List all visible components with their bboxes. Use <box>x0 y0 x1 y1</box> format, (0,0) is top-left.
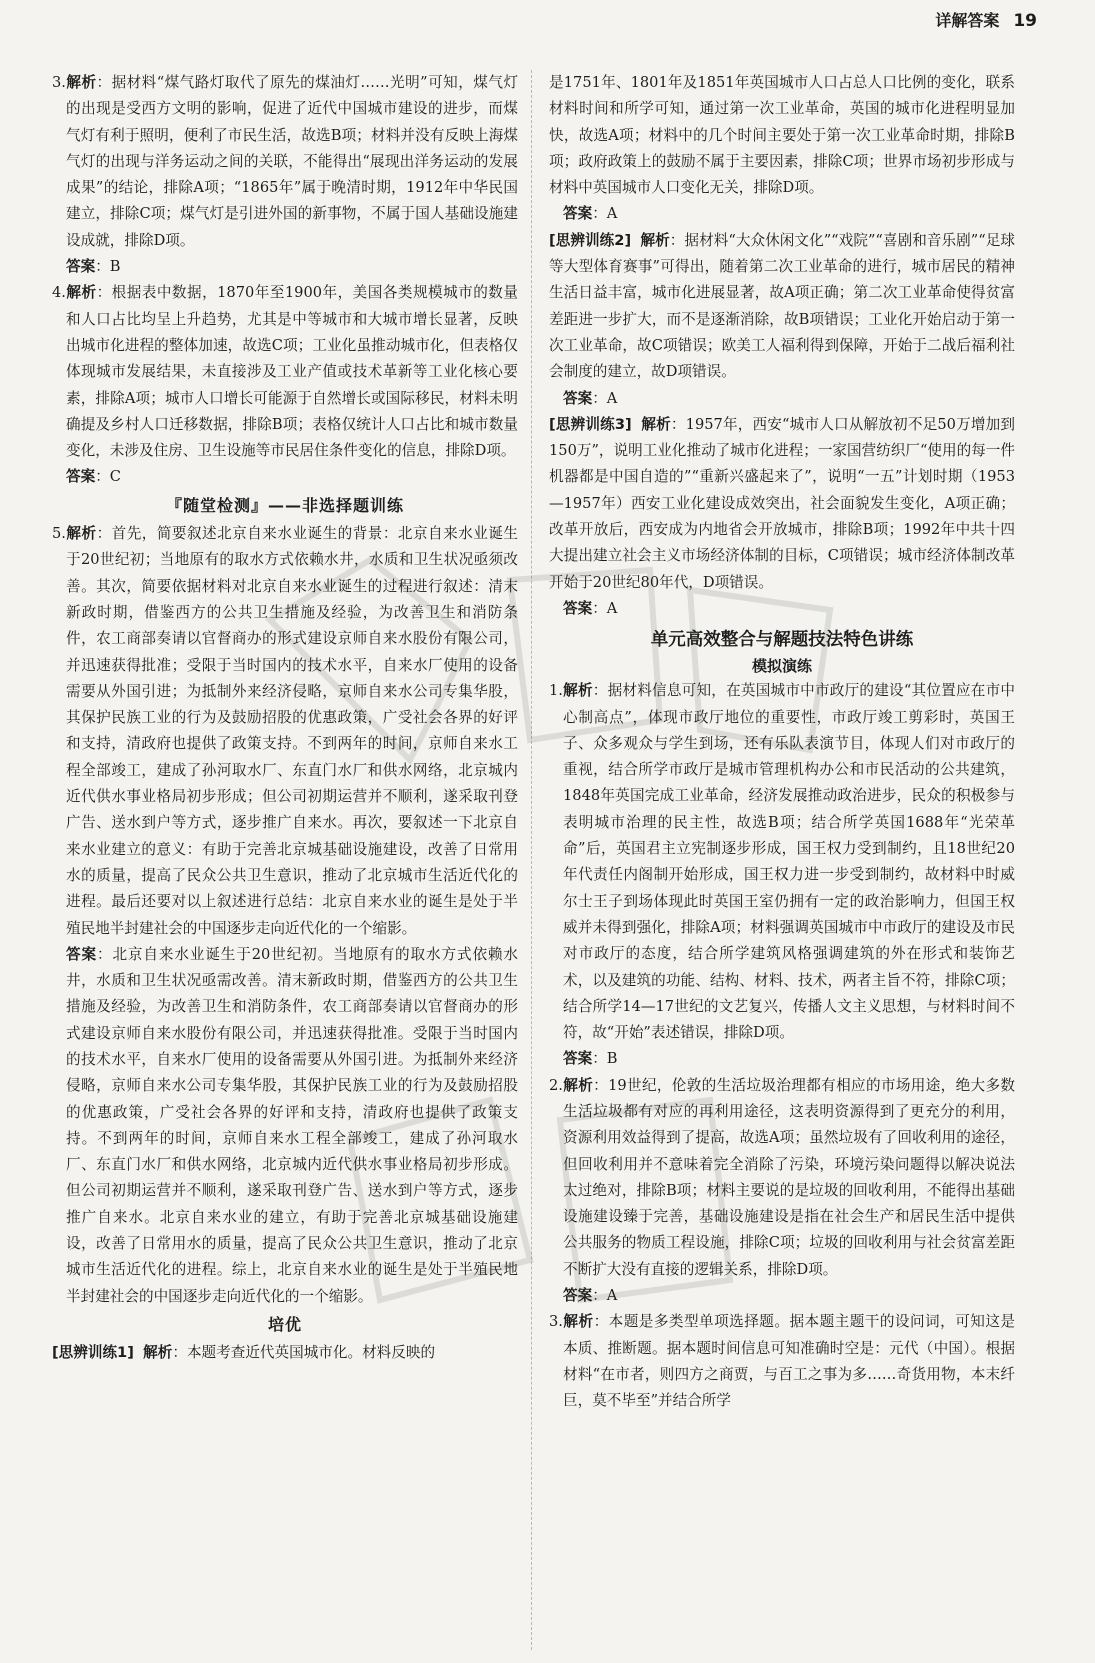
section-title-practice: 『随堂检测』——非选择题训练 <box>165 495 404 515</box>
training-1-analysis: [思辨训练1] 解析：本题考查近代英国城市化。材料反映的 <box>52 1344 436 1362</box>
training-1-answer: 答案：A <box>563 205 618 223</box>
training-1-continued: 是1751年、1801年及1851年英国城市人口占总人口比例的变化，联系材料时间和所学可知，通过第一次工业革命，英国的城市化进程明显加快，故选A项；材料中的几个时间主要处于第一次工业革命时期，排除B项；政府政策上的鼓励不属于主要因素，排除C项；世界市场初步形成与材料中英国城市人口变化无关，排除D项。 <box>549 74 1015 197</box>
question-3-answer: 答案：B <box>66 258 121 276</box>
mock-3-analysis: 3.解析：本题是多类型单项选择题。据本题主题干的设问词，可知这是本质、推断题。据本题时间信息可知准确时空是：元代（中国）。根据材料“在市者，则四方之商贾，与百工之事为多……奇货用物，本末纤巨，莫不毕至”并结合所学 <box>549 1313 1015 1410</box>
training-3-analysis: [思辨训练3] 解析：1957年，西安“城市人口从解放初不足50万增加到150万”，说明工业化推动了城市化进程；一家国营纺织厂“使用的每一件机器都是中国自造的”“重新兴盛起来了”，说明“一五”计划时期（1953—1957年）西安工业化建设成效突出，社会面貌发生变化，A项正确；改革开放后，西安成为内地省会开放城市，排除B项；1992年中共十四大提出建立社会主义市场经济体制的目标，C项错误；城市经济体制改革开始于20世纪80年代，D项错误。 <box>549 415 1015 591</box>
section-title-advanced: 培优 <box>267 1314 302 1334</box>
mock-2-analysis: 2.解析：19世纪，伦敦的生活垃圾治理都有相应的市场用途，绝大多数生活垃圾都有对应的再利用途径，这表明资源得到了更充分的利用，资源利用效益得到了提高，故选A项；虽然垃圾有了回收利用的途径，但回收利用并不意味着完全消除了污染，环境污染问题得以解决说法太过绝对，排除B项；材料主要说的是垃圾的回收利用，不能得出基础设施建设臻于完善，基础设施建设是指在社会生产和居民生活中提供公共服务的物质工程设施，排除C项；垃圾的回收利用与社会贫富差距不断扩大没有直接的逻辑关系，排除D项。 <box>549 1076 1015 1278</box>
page-header <box>935 8 1037 31</box>
mock-1-answer: 答案：B <box>563 1050 618 1068</box>
training-2-answer: 答案：A <box>563 389 618 407</box>
header-title: 详解答案 <box>935 11 1000 30</box>
unit-subtitle: 模拟演练 <box>751 657 812 676</box>
question-5-analysis: 5.解析：首先，简要叙述北京自来水业诞生的背景：北京自来水业诞生于20世纪初；当地原有的取水方式依赖水井，水质和卫生状况亟须改善。其次，简要依据材料对北京自来水业诞生的过程进行叙述：清末新政时期，借鉴西方的公共卫生措施及经验，为改善卫生和消防条件，农工商部奏请以官督商办的形式建设京师自来水股份有限公司，并迅速获得批准；受限于当时国内的技术水平，自来水厂使用的设备需要从外国引进；为抵制外来经济侵略，京师自来水公司专集华股，其保护民族工业的行为及鼓励招股的优惠政策，广受社会各界的好评和支持，清政府也提供了政策支持。不到两年的时间，京师自来水工程全部竣工，建成了孙河取水厂、东直门水厂和供水网络，北京城内近代供水事业格局初步形成；但公司初期运营并不顺利，遂采取刊登广告、送水到户等方式，逐步推广自来水。再次，要叙述一下北京自来水业建立的意义：有助于完善北京城基础设施建设，改善了日常用水的质量，提高了民众公共卫生意识，推动了北京城市生活近代化的进程。最后还要对以上叙述进行总结：北京自来水业的诞生是处于半殖民地半封建社会的中国逐步走向近代化的一个缩影。 <box>52 525 518 937</box>
column-divider <box>531 70 532 1650</box>
unit-title: 单元高效整合与解题技法特色讲练 <box>650 630 914 651</box>
mock-1-analysis: 1.解析：据材料信息可知，在英国城市中市政厅的建设“其位置应在市中心制高点”，体现市政厅地位的重要性，市政厅竣工剪彩时，英国王子、众多观众与学生到场，还有乐队表演节目，体现人们对市政厅的重视，结合所学市政厅是城市管理机构办公和市民活动的公共建筑，1848年英国完成工业革命，经济发展推动政治进步，民众的积极参与表明城市治理的民主性，故选B项；结合所学英国1688年“光荣革命”后，英国君主立宪制逐步形成，国王权力受到制约，且18世纪20年代责任内阁制开始形成，国王权力进一步受到制约，故材料中时威尔士王子到场体现此时英国王室仍拥有一定的政治影响力，但国王权威并未得到强化，排除A项；材料强调英国城市中市政厅的建设及市民对市政厅的态度，结合所学建筑风格强调建筑的外在形式和装饰艺术，以及建筑的功能、结构、材料、技术，两者主旨不符，排除C项；结合所学14—17世纪的文艺复兴，传播人文主义思想，与材料时间不符，故“开始”表述错误，排除D项。 <box>549 682 1015 1042</box>
page-number: 19 <box>1013 11 1037 31</box>
question-4-analysis: 4.解析：根据表中数据，1870年至1900年，美国各类规模城市的数量和人口占比均呈上升趋势，尤其是中等城市和大城市增长显著，反映出城市化进程的整体加速，故选C项；工业化虽推动城市化，但表格仅体现城市发展结果，未直接涉及工业产值或技术革新等工业化核心要素，排除A项；城市人口增长可能源于自然增长或国际移民，材料未明确提及乡村人口迁移数据，排除B项；表格仅统计人口占比和城市数量变化，未涉及住房、卫生设施等市民居住条件变化的信息，排除D项。 <box>52 284 518 460</box>
left-column <box>52 70 518 1367</box>
question-3-analysis: 3.解析：据材料“煤气路灯取代了原先的煤油灯……光明”可知，煤气灯的出现是受西方文明的影响，促进了近代中国城市建设的进步，而煤气灯有利于照明，便利了市民生活，故选B项；材料并没有反映上海煤气灯的出现与洋务运动之间的关联，不能得出“展现出洋务运动的发展成果”的结论，排除A项；“1865年”属于晚清时期，1912年中华民国建立，排除C项；煤气灯是引进外国的新事物，不属于国人基础设施建设成就，排除D项。 <box>52 74 518 249</box>
training-3-answer: 答案：A <box>563 599 618 617</box>
training-2-analysis: [思辨训练2] 解析：据材料“大众休闲文化”“戏院”“喜剧和音乐剧”“足球等大型体育赛事”可得出，随着第二次工业革命的进行，城市居民的精神生活日益丰富，城市化进展显著，故A项正确；第二次工业革命使得贫富差距进一步扩大，而不是逐渐消除，故B项错误；工业化开始启动于第一次工业革命，故C项错误；欧美工人福利得到保障，开始于二战后福利社会制度的建立，故D项错误。 <box>549 231 1015 381</box>
right-column <box>549 70 1015 1415</box>
question-4-answer: 答案：C <box>66 468 121 486</box>
mock-2-answer: 答案：A <box>563 1287 618 1305</box>
question-5-answer: 答案：北京自来水业诞生于20世纪初。当地原有的取水方式依赖水井，水质和卫生状况亟需改善。清末新政时期，借鉴西方的公共卫生措施及经验，为改善卫生和消防条件，农工商部奏请以官督商办的形式建设京师自来水股份有限公司，并迅速获得批准。受限于当时国内的技术水平，自来水厂使用的设备需要从外国引进。为抵制外来经济侵略，京师自来水公司专集华股，其保护民族工业的行为及鼓励招股的优惠政策，广受社会各界的好评和支持，清政府也提供了政策支持。不到两年的时间，京师自来水工程全部竣工，建成了孙河取水厂、东直门水厂和供水网络，北京城内近代供水事业格局初步形成。但公司初期运营并不顺利，遂采取刊登广告、送水到户等方式，逐步推广自来水。北京自来水业的建立，有助于完善北京城基础设施建设，改善了日常用水的质量，提高了民众公共卫生意识，推动了北京城市生活近代化的进程。综上，北京自来水业的诞生是处于半殖民地半封建社会的中国逐步走向近代化的一个缩影。 <box>66 945 518 1305</box>
